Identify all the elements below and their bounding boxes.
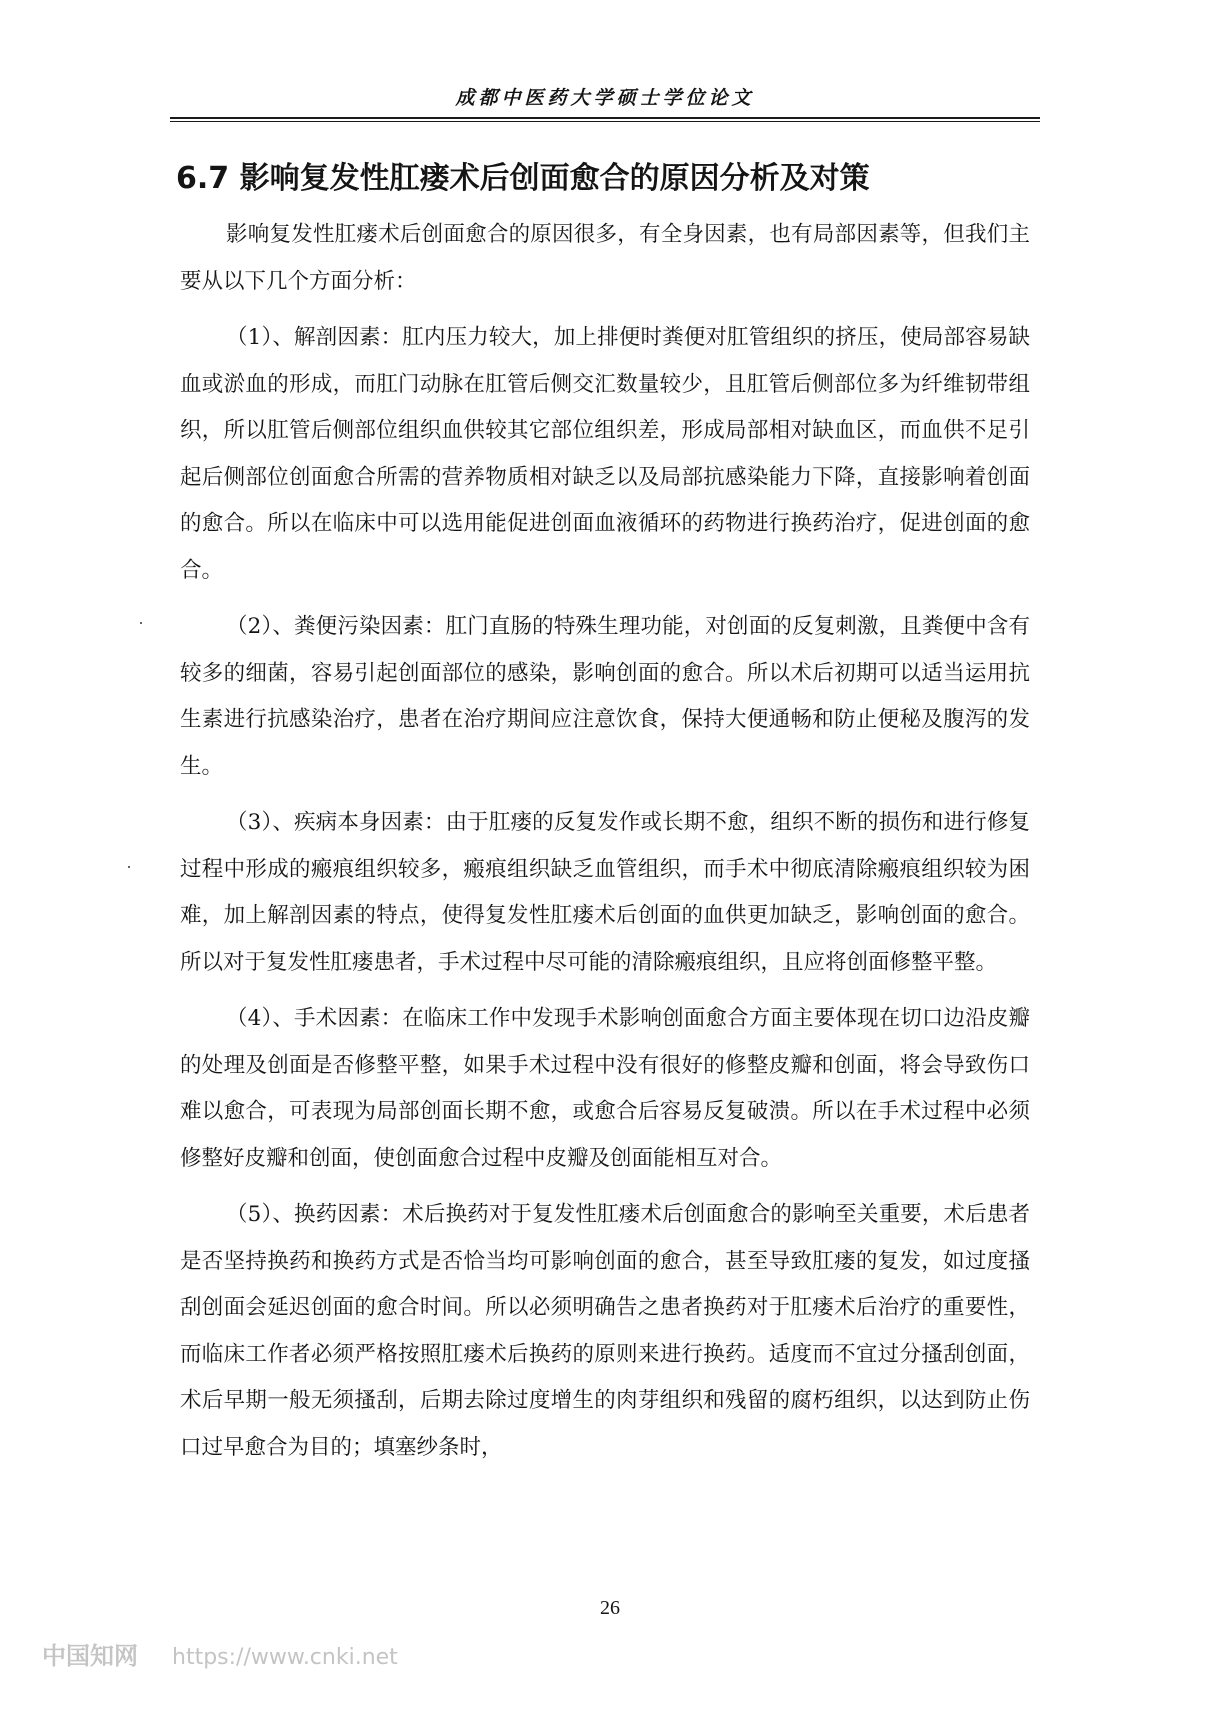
watermark-url: https://www.cnki.net xyxy=(172,1645,398,1670)
paragraph-anatomical-factor: （1）、解剖因素：肛内压力较大，加上排便时粪便对肛管组织的挤压，使局部容易缺血或淤血的形成，而肛门动脉在肛管后侧交汇数量较少，且肛管后侧部位多为纤维韧带组织，所以肛管后侧部位组织血供较其它部位组织差，形成局部相对缺血区，而血供不足引起后侧部位创面愈合所需的营养物质相对缺乏以及局部抗感染能力下降，直接影响着创面的愈合。所以在临床中可以选用能促进创面血液循环的药物进行换药治疗，促进创面的愈合。 xyxy=(180,325,1030,583)
paragraph-disease-factor: （3）、疾病本身因素：由于肛瘘的反复发作或长期不愈，组织不断的损伤和进行修复过程中形成的瘢痕组织较多，瘢痕组织缺乏血管组织，而手术中彻底清除瘢痕组织较为困难，加上解剖因素的特点，使得复发性肛瘘术后创面的血供更加缺乏，影响创面的愈合。所以对于复发性肛瘘患者，手术过程中尽可能的清除瘢痕组织，且应将创面修整平整。 xyxy=(180,810,1030,975)
intro-paragraph: 影响复发性肛瘘术后创面愈合的原因很多，有全身因素，也有局部因素等，但我们主要从以下几个方面分析： xyxy=(180,222,1030,294)
scan-speck xyxy=(140,622,142,624)
watermark xyxy=(42,1636,398,1676)
section-heading: 6.7 影响复发性肛瘘术后创面愈合的原因分析及对策 xyxy=(176,161,870,196)
scan-speck xyxy=(128,866,130,868)
running-header: 成都中医药大学硕士学位论文 xyxy=(455,87,755,109)
page-number: 26 xyxy=(600,1597,620,1619)
header-rule-thin xyxy=(170,121,1040,122)
paragraph-surgical-factor: （4）、手术因素：在临床工作中发现手术影响创面愈合方面主要体现在切口边沿皮瓣的处理及创面是否修整平整，如果手术过程中没有很好的修整皮瓣和创面，将会导致伤口难以愈合，可表现为局部创面长期不愈，或愈合后容易反复破溃。所以在手术过程中必须修整好皮瓣和创面，使创面愈合过程中皮瓣及创面能相互对合。 xyxy=(180,1006,1030,1171)
paragraph-fecal-contamination-factor: （2）、粪便污染因素：肛门直肠的特殊生理功能，对创面的反复刺激，且粪便中含有较多的细菌，容易引起创面部位的感染，影响创面的愈合。所以术后初期可以适当运用抗生素进行抗感染治疗，患者在治疗期间应注意饮食，保持大便通畅和防止便秘及腹泻的发生。 xyxy=(180,614,1030,779)
body-text xyxy=(180,212,1030,1481)
cnki-logo: 中国知网 xyxy=(42,1642,138,1670)
paragraph-dressing-change-factor: （5）、换药因素：术后换药对于复发性肛瘘术后创面愈合的影响至关重要，术后患者是否坚持换药和换药方式是否恰当均可影响创面的愈合，甚至导致肛瘘的复发，如过度搔刮创面会延迟创面的愈合时间。所以必须明确告之患者换药对于肛瘘术后治疗的重要性，而临床工作者必须严格按照肛瘘术后换药的原则来进行换药。适度而不宜过分搔刮创面，术后早期一般无须搔刮，后期去除过度增生的肉芽组织和残留的腐朽组织，以达到防止伤口过早愈合为目的；填塞纱条时， xyxy=(180,1202,1030,1460)
header-rule xyxy=(170,117,1040,119)
